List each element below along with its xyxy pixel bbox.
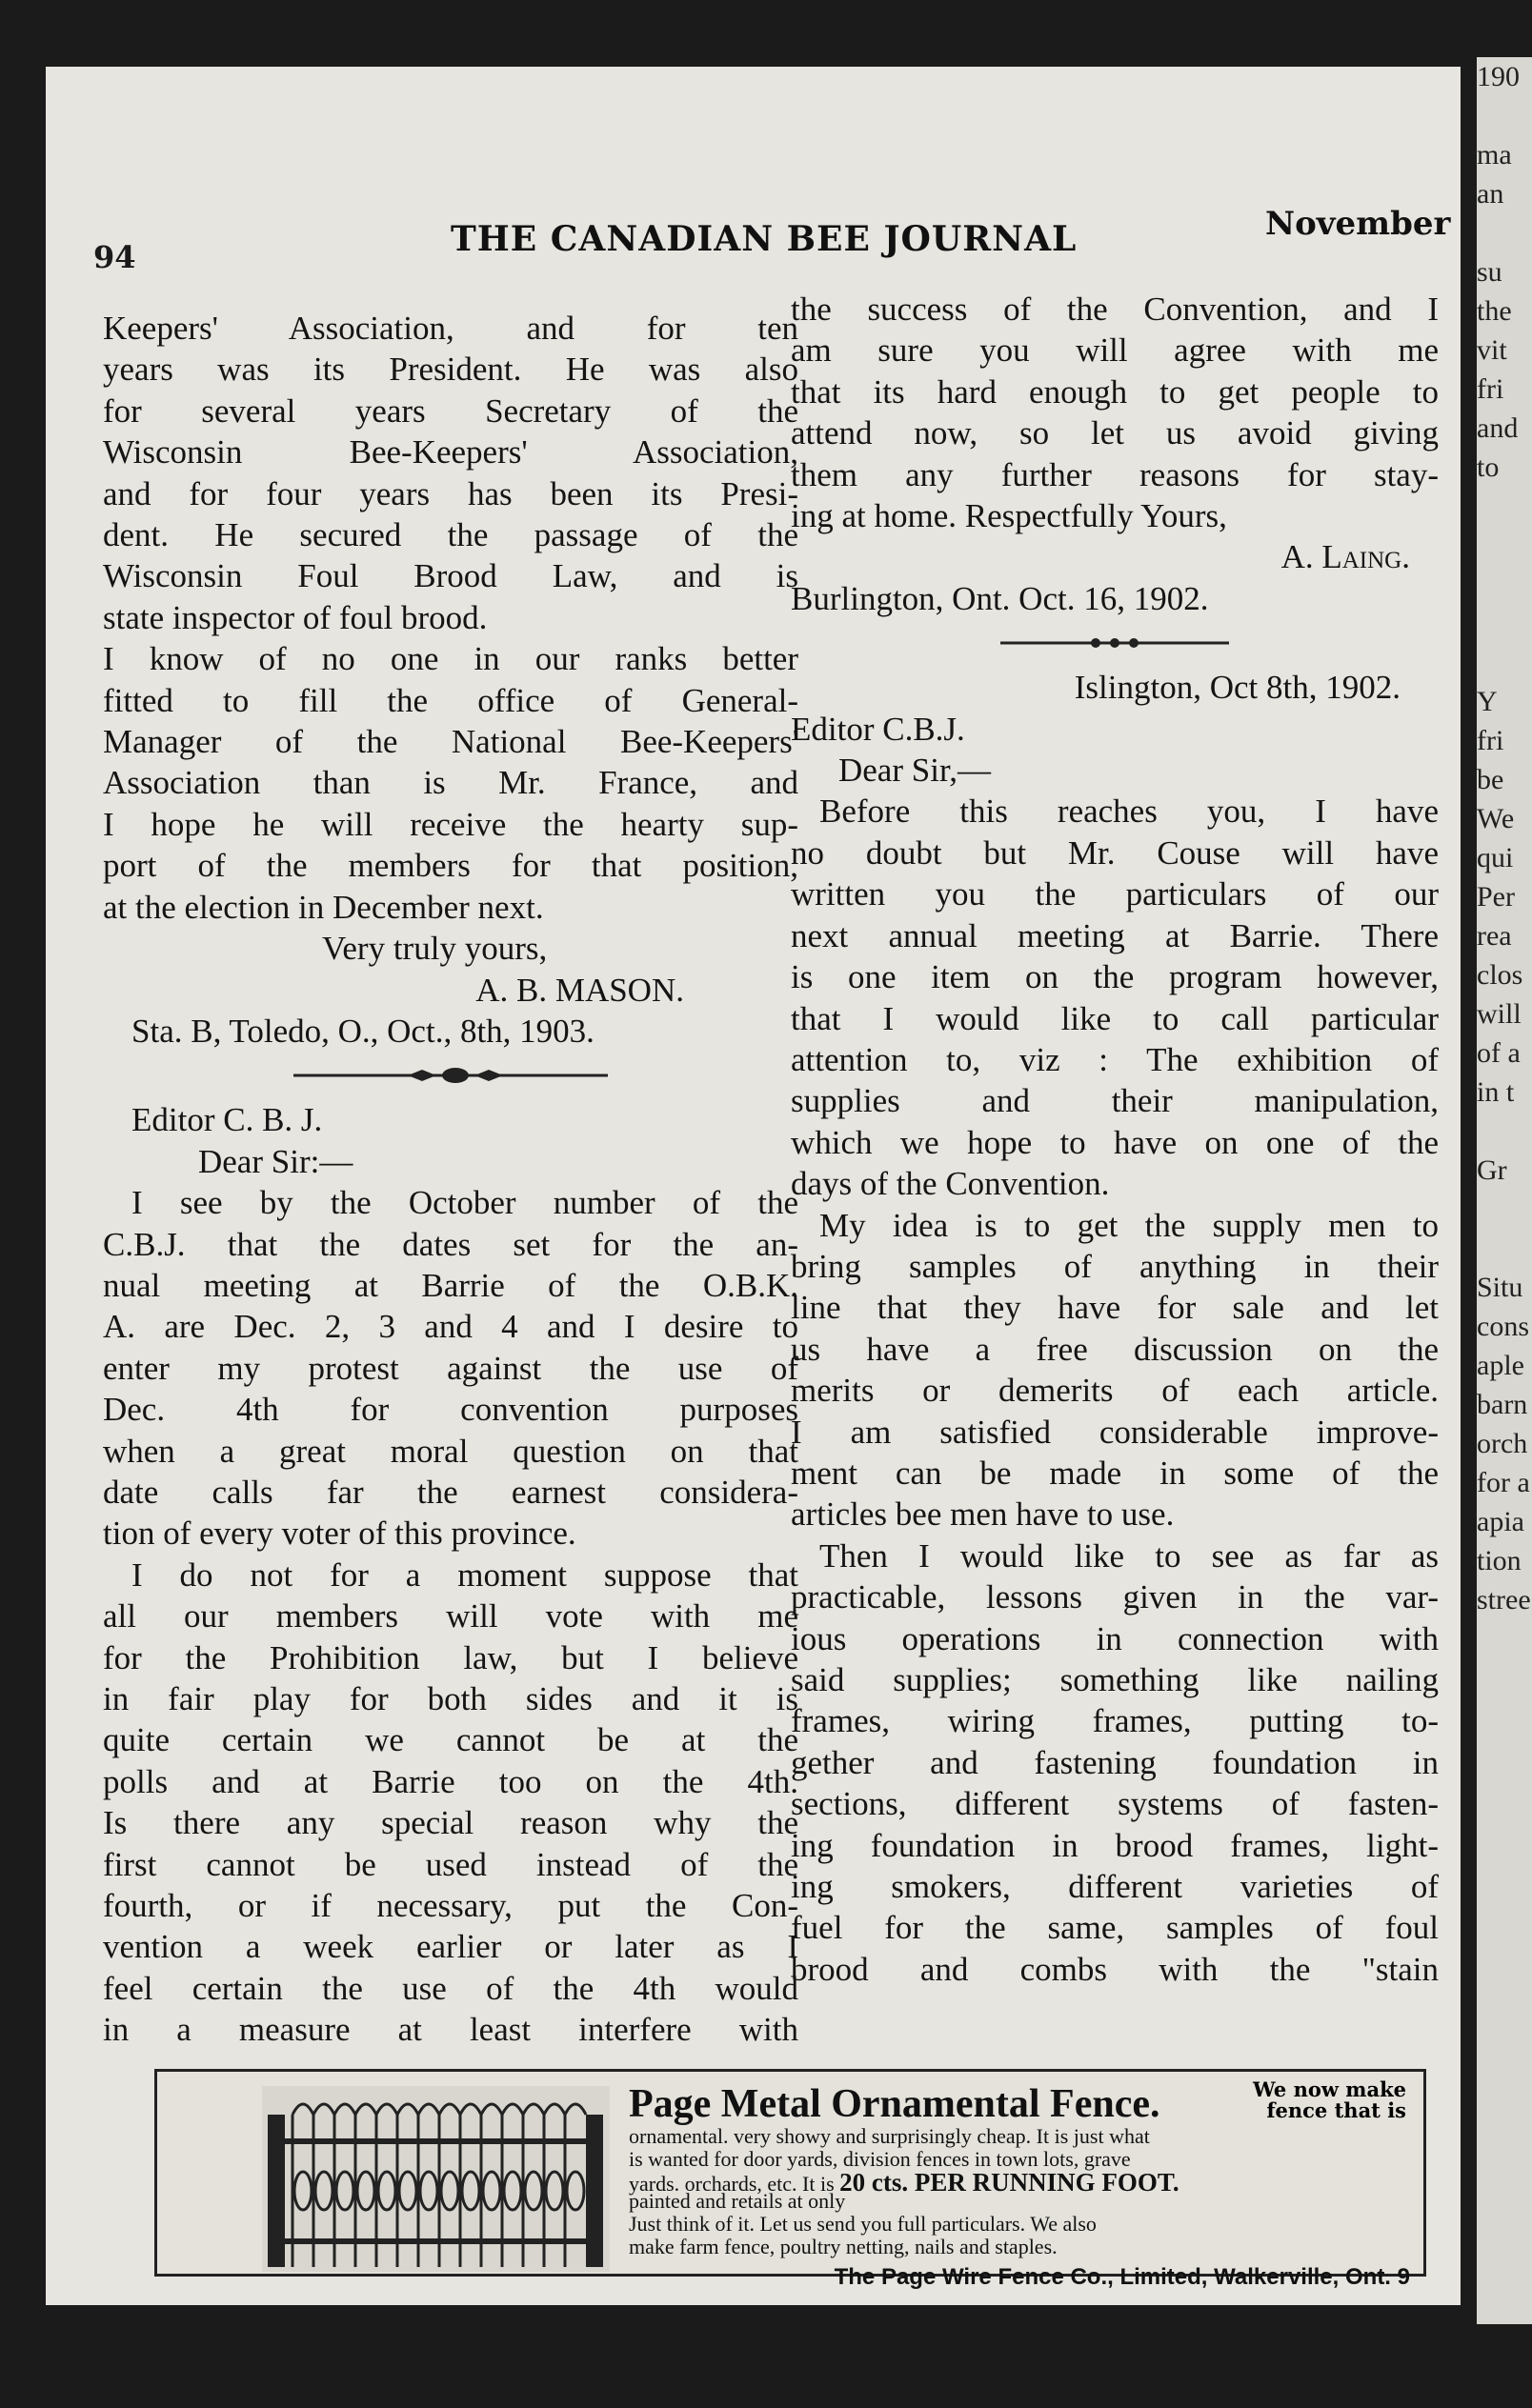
text-line: I am satisfied considerable improve- — [791, 1413, 1439, 1451]
page-header — [93, 195, 1451, 275]
text-line: years was its President. He was also — [103, 351, 798, 389]
edge-fragment — [1477, 487, 1532, 526]
text-line: bring samples of anything in their — [791, 1247, 1439, 1285]
text-line: supplies and their manipulation, — [791, 1082, 1439, 1120]
ad-line: ornamental. very showy and surprisingly cheap. It is just what — [629, 2124, 1150, 2148]
letter-dateline: Islington, Oct 8th, 1902. — [1074, 669, 1401, 707]
right-column — [791, 289, 1439, 1990]
text-line: I hope he will receive the hearty sup- — [103, 805, 798, 843]
text-line: articles bee men have to use. — [791, 1495, 1175, 1534]
text-line: merits or demerits of each article. — [791, 1372, 1439, 1410]
sender-address: Sta. B, Toledo, O., Oct., 8th, 1903. — [131, 1012, 595, 1050]
text-line: that its hard enough to get people to — [791, 372, 1439, 411]
edge-fragment: to — [1477, 452, 1500, 483]
letter-salutation: Editor C. B. J. — [131, 1101, 323, 1139]
text-line: brood and combs with the "stain — [791, 1950, 1439, 1988]
text-line: am sure you will agree with me — [791, 331, 1439, 370]
left-column — [103, 308, 798, 2051]
text-line: I do not for a moment suppose that — [131, 1555, 798, 1594]
edge-fragment: be — [1477, 764, 1504, 795]
text-line: us have a free discussion on the — [791, 1330, 1439, 1368]
section-divider — [791, 619, 1439, 667]
edge-fragment: tion — [1477, 1545, 1522, 1576]
ad-company: The Page Wire Fence Co., Limited, Walkerville, Ont. 9 — [834, 2264, 1410, 2290]
edge-fragment: su — [1477, 256, 1502, 288]
text-line: gether and fastening foundation in — [791, 1743, 1439, 1781]
ad-price: 20 cts. PER RUNNING FOOT. — [839, 2168, 1179, 2197]
ad-line: painted and retails at only — [629, 2189, 846, 2213]
text-line: polls and at Barrie too on the 4th. — [103, 1762, 798, 1800]
sender-address: Burlington, Ont. Oct. 16, 1902. — [791, 579, 1209, 617]
adjacent-page-edge — [1477, 57, 1532, 2324]
text-line: Is there any special reason why the — [103, 1804, 798, 1842]
text-line: I see by the October number of the — [131, 1184, 798, 1222]
edge-fragment: and — [1477, 412, 1519, 444]
text-line: quite certain we cannot be at the — [103, 1721, 798, 1759]
letter-greeting: Dear Sir:— — [198, 1142, 353, 1180]
text-line: is one item on the program however, — [791, 958, 1439, 996]
text-line: dent. He secured the passage of the — [103, 516, 798, 554]
letter-greeting: Dear Sir,— — [838, 752, 991, 790]
text-line: no doubt but Mr. Couse will have — [791, 833, 1439, 872]
text-line: Wisconsin Foul Brood Law, and is — [103, 557, 798, 595]
text-line: and for four years has been its Presi- — [103, 474, 798, 512]
text-line: Association than is Mr. France, and — [103, 764, 798, 802]
text-line: date calls far the earnest considera- — [103, 1473, 798, 1511]
fence-advertisement — [154, 2069, 1426, 2290]
text-line: days of the Convention. — [791, 1165, 1110, 1203]
edge-fragment — [1477, 643, 1532, 682]
edge-fragment — [1477, 1190, 1532, 1229]
text-line: frames, wiring frames, putting to- — [791, 1702, 1439, 1740]
text-line: first cannot be used instead of the — [103, 1845, 798, 1883]
edge-fragment: 190 — [1477, 61, 1520, 92]
text-line: written you the particulars of our — [791, 875, 1439, 913]
text-line: Dec. 4th for convention purposes — [103, 1391, 798, 1429]
edge-fragment: aple — [1477, 1350, 1524, 1381]
text-line: which we hope to have on one of the — [791, 1123, 1439, 1161]
edge-fragment: cons — [1477, 1311, 1529, 1342]
text-line: all our members will vote with me — [103, 1597, 798, 1635]
text-line: fuel for the same, samples of foul — [791, 1909, 1439, 1947]
edge-fragment: Gr — [1477, 1154, 1507, 1186]
signature: A. B. MASON. — [475, 971, 684, 1009]
text-line: for the Prohibition law, but I believe — [103, 1638, 798, 1676]
edge-fragment: Y — [1477, 686, 1498, 717]
text-line: sections, different systems of fasten- — [791, 1785, 1439, 1823]
edge-fragment: stree — [1477, 1584, 1531, 1615]
edge-fragment: will — [1477, 998, 1522, 1030]
edge-fragment — [1477, 604, 1532, 643]
text-line: Before this reaches you, I have — [819, 793, 1439, 831]
text-line: Then I would like to see as far as — [819, 1536, 1439, 1575]
text-line: practicable, lessons given in the var- — [791, 1578, 1439, 1616]
edge-fragment: ma — [1477, 139, 1512, 171]
letter-continuation — [791, 289, 1439, 536]
text-line: ment can be made in some of the — [791, 1454, 1439, 1492]
edge-fragment: qui — [1477, 842, 1514, 873]
signature: A. Laing. — [1280, 538, 1410, 576]
letter-continuation — [103, 308, 798, 928]
edge-fragment — [1477, 96, 1532, 135]
edge-fragment: an — [1477, 178, 1504, 210]
text-line: when a great moral question on that — [103, 1432, 798, 1470]
edge-fragment — [1477, 213, 1532, 252]
edge-fragment: rea — [1477, 920, 1512, 952]
page-number: 94 — [93, 239, 136, 275]
ad-text — [629, 2083, 1410, 2291]
text-line: in fair play for both sides and it is — [103, 1680, 798, 1717]
edge-fragment — [1477, 1112, 1532, 1151]
letter-salutation: Editor C.B.J. — [791, 710, 965, 748]
edge-fragment: Situ — [1477, 1272, 1523, 1303]
text-line: ing foundation in brood frames, light- — [791, 1826, 1439, 1864]
ad-line: is wanted for door yards, division fences in town lots, grave — [629, 2147, 1131, 2171]
edge-fragment: vit — [1477, 334, 1507, 366]
edge-fragment: barn — [1477, 1389, 1528, 1420]
text-line: in a measure at least interfere with — [103, 2011, 798, 2049]
section-divider — [103, 1052, 798, 1099]
text-line: Keepers' Association, and for ten — [103, 310, 798, 347]
text-line: I know of no one in our ranks better — [103, 640, 798, 678]
edge-fragment: apia — [1477, 1506, 1524, 1537]
text-line: ing smokers, different varieties of — [791, 1868, 1439, 1906]
edge-fragment: of a — [1477, 1037, 1521, 1069]
edge-fragment: Per — [1477, 881, 1515, 913]
text-line: Manager of the National Bee-Keepers' — [103, 723, 798, 761]
ad-title: Page Metal Ornamental Fence. — [629, 2082, 1160, 2126]
text-line: said supplies; something like nailing — [791, 1661, 1439, 1698]
ad-side-text: We now make fence that is — [1253, 2077, 1406, 2122]
edge-fragment: for a — [1477, 1467, 1530, 1498]
edge-fragment: orch — [1477, 1428, 1528, 1459]
edge-fragment — [1477, 526, 1532, 565]
ad-line: make farm fence, poultry netting, nails and staples. — [629, 2235, 1058, 2258]
text-line: A. are Dec. 2, 3 and 4 and I desire to — [103, 1308, 798, 1346]
edge-fragment: fri — [1477, 725, 1504, 756]
text-line: attend now, so let us avoid giving — [791, 414, 1439, 452]
text-line: feel certain the use of the 4th would — [103, 1969, 798, 2007]
text-line: next annual meeting at Barrie. There — [791, 916, 1439, 954]
edge-fragment: the — [1477, 295, 1512, 327]
text-line: fourth, or if necessary, put the Con- — [103, 1887, 798, 1925]
text-line: for several years Secretary of the — [103, 391, 798, 430]
journal-title: THE CANADIAN BEE JOURNAL — [451, 219, 1078, 259]
text-line: tion of every voter of this province. — [103, 1515, 576, 1553]
edge-fragment: clos — [1477, 959, 1523, 991]
closing: Very truly yours, — [322, 930, 548, 968]
edge-fragment: We — [1477, 803, 1515, 834]
text-line: at the election in December next. — [103, 888, 544, 926]
text-line: fitted to fill the office of General- — [103, 681, 798, 719]
ad-line-text: yards. orchards, etc. It is — [629, 2172, 835, 2196]
text-line: port of the members for that position, — [103, 847, 798, 885]
edge-fragment — [1477, 1229, 1532, 1268]
edge-fragment — [1477, 565, 1532, 604]
issue-month: November — [1265, 205, 1451, 243]
text-line: ious operations in connection with — [791, 1619, 1439, 1657]
text-line: My idea is to get the supply men to — [819, 1206, 1439, 1244]
text-line: enter my protest against the use of — [103, 1349, 798, 1387]
text-line: state inspector of foul brood. — [103, 598, 488, 636]
text-line: C.B.J. that the dates set for the an- — [103, 1225, 798, 1263]
ad-line: Just think of it. Let us send you full particulars. We also — [629, 2212, 1097, 2236]
text-line: the success of the Convention, and I — [791, 291, 1439, 328]
text-line: that I would like to call particular — [791, 999, 1439, 1037]
text-line: vention a week earlier or later as I — [103, 1928, 798, 1966]
edge-fragment: fri — [1477, 373, 1504, 405]
ornamental-fence-illustration — [262, 2086, 610, 2272]
text-line: them any further reasons for stay- — [791, 455, 1439, 493]
letter-body — [103, 1182, 798, 2051]
text-line: attention to, viz : The exhibition of — [791, 1040, 1439, 1078]
text-line: nual meeting at Barrie of the O.B.K. — [103, 1266, 798, 1304]
text-line: line that they have for sale and let — [791, 1289, 1439, 1327]
edge-fragment: in t — [1477, 1076, 1515, 1108]
text-line: ing at home. Respectfully Yours, — [791, 497, 1227, 535]
letter-body — [791, 791, 1439, 1990]
text-line: Wisconsin Bee-Keepers' Association, — [103, 433, 798, 472]
